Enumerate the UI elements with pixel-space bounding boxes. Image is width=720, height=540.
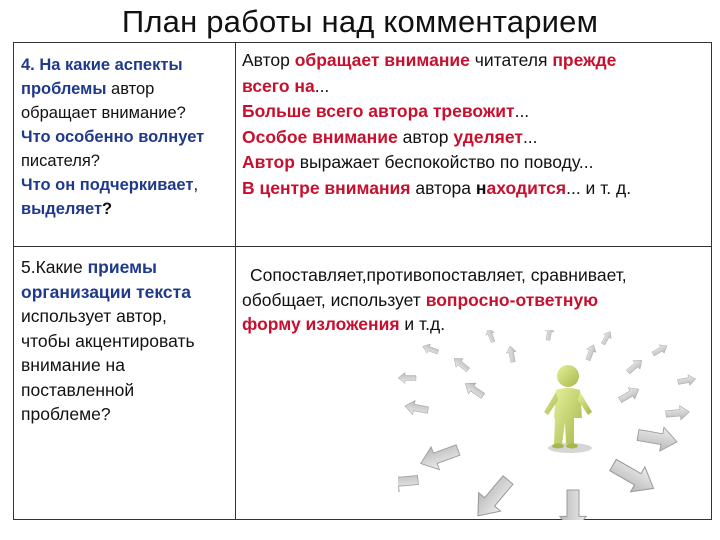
arrow-shape — [624, 356, 645, 376]
column-divider — [235, 43, 236, 519]
answer-keyword: обращает внимание — [294, 50, 470, 70]
answer-text: Автор — [242, 50, 295, 70]
answer-keyword: аходится — [486, 177, 567, 198]
answer-text: выражает беспокойство по поводу... — [294, 152, 594, 172]
answer-cell-4 — [242, 48, 708, 201]
person-figure — [544, 365, 592, 449]
answer-text: ... и т. д. — [566, 177, 632, 198]
answer-text: автора — [410, 177, 476, 198]
arrow-shape — [505, 345, 518, 363]
question-5-text: использует автор, — [21, 306, 167, 326]
arrows-figure-illustration — [398, 330, 698, 520]
question-5-keyword: приемы — [87, 257, 157, 277]
arrow-shape — [665, 405, 690, 421]
answer-text: ... — [522, 126, 538, 147]
answer-text: н — [475, 177, 487, 198]
answer-keyword: Больше всего автора тревожит — [242, 101, 515, 121]
question-5-text: чтобы акцентировать — [21, 330, 195, 351]
answer-keyword: прежде — [552, 50, 617, 70]
arrow-shape — [404, 399, 430, 417]
question-5-text: проблеме? — [21, 404, 111, 424]
answer-keyword: вопросно-ответную — [425, 289, 599, 310]
arrow-shape — [651, 342, 670, 359]
question-4-text: автор — [106, 80, 155, 98]
question-5-text: внимание на — [21, 355, 125, 375]
answer-text: ... — [314, 75, 330, 96]
arrow-shape — [544, 330, 555, 341]
arrow-shape — [583, 343, 598, 362]
arrow-shape — [462, 378, 487, 401]
arrow-shape — [398, 373, 416, 384]
answer-text: Сопоставляет,противопоставляет, сравнивает, — [250, 265, 627, 285]
answer-keyword: всего на — [242, 75, 315, 96]
question-4-text: , — [193, 176, 199, 194]
question-4-text: писателя? — [21, 152, 100, 170]
arrow-shape — [417, 439, 462, 475]
question-5-text: поставленной — [21, 379, 135, 400]
arrow-shape — [560, 490, 586, 520]
question-4-text: выделяет — [21, 200, 103, 218]
question-4-text: Что он подчеркивает — [21, 176, 194, 194]
arrow-shape — [636, 423, 679, 454]
arrow-shape — [677, 373, 697, 387]
answer-text: обобщает, использует — [242, 289, 426, 310]
question-4-keyword: проблемы — [21, 80, 107, 98]
question-4-text: ? — [102, 200, 113, 218]
arrow-shape — [617, 383, 642, 405]
answer-keyword: Автор — [242, 152, 295, 172]
question-cell-5 — [21, 255, 233, 427]
arrow-shape — [599, 330, 614, 346]
page-title: План работы над комментарием — [121, 4, 599, 39]
answer-keyword: В центре внимания — [242, 177, 411, 198]
question-5-keyword: организации текста — [21, 281, 191, 302]
question-4-text: 4. На какие аспекты — [21, 56, 183, 74]
answer-text: читателя — [469, 50, 553, 70]
question-cell-4 — [21, 53, 233, 221]
row-divider — [14, 246, 711, 247]
answer-text: ... — [514, 101, 530, 121]
arrow-shape — [421, 342, 440, 357]
question-4-text: обращает внимание? — [21, 104, 186, 122]
question-4-text: Что особенно волнует — [21, 128, 205, 146]
arrow-shape — [451, 354, 472, 374]
arrow-shape — [484, 330, 497, 344]
answer-text: и т.д. — [399, 314, 446, 334]
answer-keyword: уделяет — [453, 126, 523, 147]
answer-keyword: форму изложения — [242, 314, 400, 334]
question-5-text: 5.Какие — [21, 257, 88, 277]
arrow-shape — [467, 471, 519, 520]
answer-text: автор — [397, 126, 454, 147]
arrow-shape — [398, 470, 419, 493]
arrow-shape — [606, 453, 661, 501]
answer-cell-5 — [242, 263, 708, 337]
answer-keyword: Особое внимание — [242, 126, 398, 147]
